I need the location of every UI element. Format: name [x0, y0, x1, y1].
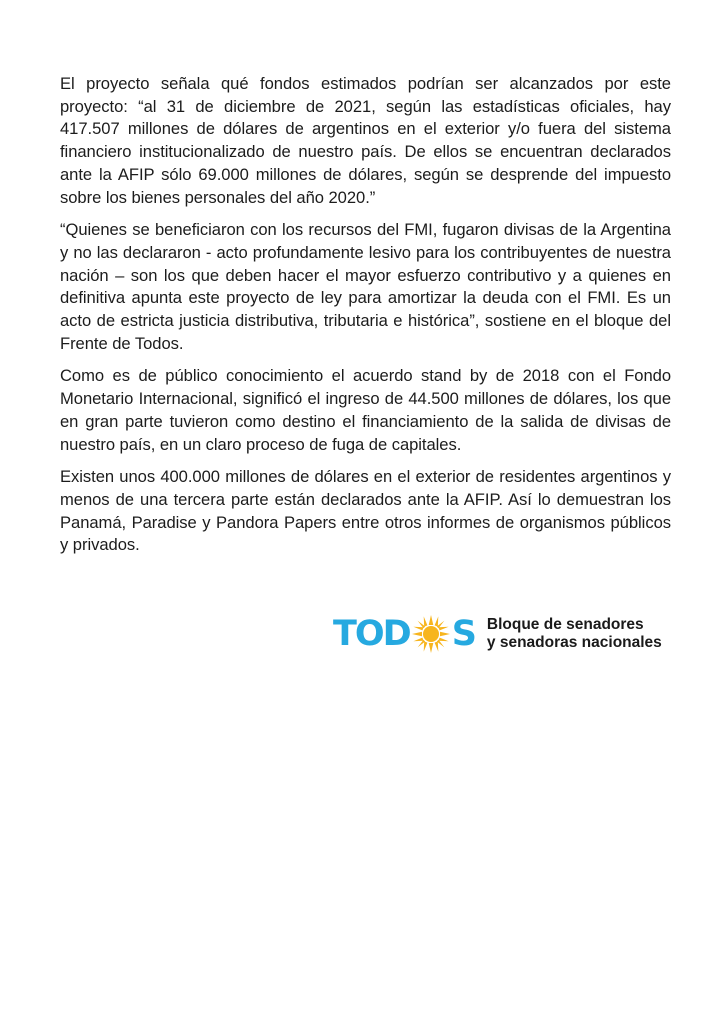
logo-text-right: S: [451, 613, 475, 654]
paragraph-3: Como es de público conocimiento el acuerdo stand by de 2018 con el Fondo Monetario Internacional, significó el ingreso de 44.500 millones de dólares, los que en gran parte tuvieron como destino el financiamiento de la salida de divisas de nuestro país, en un claro proceso de fuga de capitales.: [60, 366, 671, 454]
tagline-line-2: y senadoras nacionales: [486, 634, 662, 651]
sun-icon: [411, 614, 451, 654]
bloque-tagline: [487, 616, 662, 652]
todos-logo: [333, 610, 475, 658]
paragraph-2: “Quienes se beneficiaron con los recursos del FMI, fugaron divisas de la Argentina y no las declararon - acto profundamente lesivo para los contribuyentes de nuestra nación – son los que deben hacer el mayor esfuerzo contributivo y a quienes en definitiva apunta este proyecto de ley para amortizar la deuda con el FMI. Es un acto de estricta justicia distributiva, tributaria e histórica”, sostiene en el bloque del Frente de Todos.: [60, 220, 671, 353]
paragraph-1: El proyecto señala qué fondos estimados podrían ser alcanzados por este proyecto: “al 31 de diciembre de 2021, según las estadísticas oficiales, hay 417.507 millones de dólares de argentinos en el exterior y/o fuera del sistema financiero institucionalizado de nuestro país. De ellos se encuentran declarados ante la AFIP sólo 69.000 millones de dólares, según se desprende del impuesto sobre los bienes personales del año 2020.”: [60, 74, 671, 207]
document-body: [60, 73, 671, 567]
tagline-line-1: Bloque de senadores: [486, 616, 644, 633]
paragraph-4: Existen unos 400.000 millones de dólares en el exterior de residentes argentinos y menos de una tercera parte están declarados ante la AFIP. Así lo demuestran los Panamá, Paradise y Pandora Papers entre otros informes de organismos públicos y privados.: [60, 467, 671, 555]
logo-text-left: TOD: [333, 613, 410, 654]
footer-branding: [333, 609, 673, 659]
